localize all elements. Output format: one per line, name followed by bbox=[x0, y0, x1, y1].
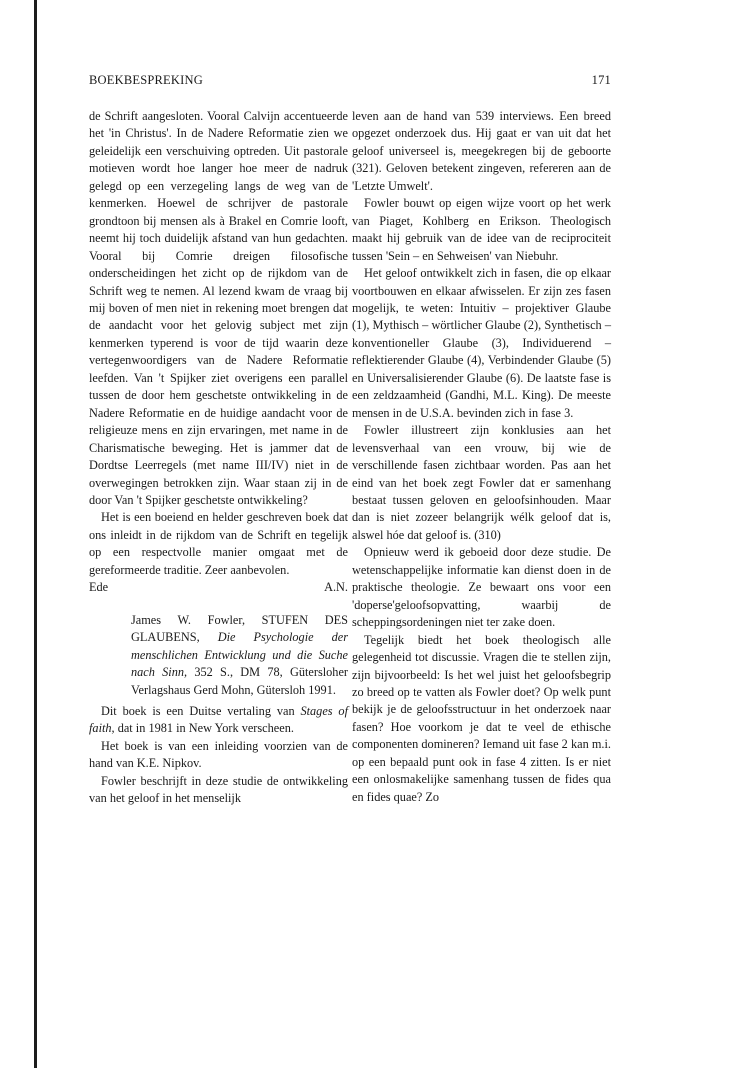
paragraph: leven aan de hand van 539 interviews. Een breed opgezet onderzoek dus. Hij gaat er van uit dat het geloof universeel is, meegekregen bij de geboorte (321). Geloven betekent zingeven, refereren aan de 'Letzte Umwelt'. bbox=[352, 109, 611, 193]
paragraph: Opnieuw werd ik geboeid door deze studie. De wetenschappelijke informatie kan dienst doen in de praktische theologie. Ze bewaart ons voor een 'doperse'geloofsopvatting, waarbij de scheppingsordeningen niet ter zake doen. bbox=[352, 545, 611, 630]
running-header bbox=[89, 73, 611, 88]
left-column bbox=[89, 108, 348, 808]
review-signoff bbox=[89, 579, 348, 596]
page-binding-edge bbox=[0, 0, 36, 1068]
paragraph bbox=[89, 703, 348, 738]
paragraph: de Schrift aangesloten. Vooral Calvijn accentueerde het 'in Christus'. In de Nadere Reformatie zien we geleidelijk een verschuiving optreden. Uit pastorale motieven wordt hoe langer hoe meer de nadruk gelegd op een verzegeling langs de weg van de kenmerken. Hoewel de schrijver de pastorale grondtoon bij mensen als à Brakel en Comrie looft, neemt hij toch duidelijk afstand van hun gedachten. Vooral bij Comrie dreigen filosofische onderscheidingen het zicht op de rijkdom van de Schrift weg te nemen. Al lezend kwam de vraag bij mij boven of men niet in rekening moet brengen dat de aandacht voor het gelovig subject met zijn kenmerken typerend is voor de tijd waarin deze vertegenwoordigers van de Nadere Reformatie leefden. Van 't Spijker ziet overigens een parallel tussen de door hem geschetste ontwikkeling in de Nadere Reformatie en de huidige aandacht voor de religieuze mens en zijn ervaringen, met name in de Charismatische beweging. Het is jammer dat de Dordtse Leerregels (met name III/IV) niet in de overwegingen betrokken zijn. Waar staan zij in de door Van 't Spijker geschetste ontwikkeling? bbox=[89, 109, 348, 507]
paragraph: Fowler illustreert zijn konklusies aan het levensverhaal van een vrouw, bij wie de verschillende fasen zichtbaar worden. Pas aan het eind van het boek zegt Fowler dat er samenhang bestaat tussen geloven en geloofsinhouden. Maar dan is niet zozeer belangrijk wélk geloof dat is, alswel hóe dat geloof is. (310) bbox=[352, 423, 611, 542]
book-author-title: James W. Fowler, STUFEN DES GLAUBENS, bbox=[131, 612, 348, 645]
text-span: dat in 1981 in New York verscheen. bbox=[117, 721, 294, 736]
book-subtitle: Die Psychologie der menschlichen Entwicklung und die Suche nach Sinn, bbox=[131, 630, 348, 680]
paragraph: Het is een boeiend en helder geschreven boek dat ons inleidt in de rijkdom van de Schrift en tegelijk op een respectvolle manier omgaat met de gereformeerde traditie. Zeer aanbevolen. bbox=[89, 510, 348, 577]
paragraph: Fowler bouwt op eigen wijze voort op het werk van Piaget, Kohlberg en Erikson. Theologisch maakt hij gebruik van de idee van de reciprociteit tussen 'Sein – en Sehweisen' van Niebuhr. bbox=[352, 196, 611, 263]
binding-shadow-line bbox=[34, 0, 37, 1068]
book-details: 352 S., DM 78, Gütersloher Verlagshaus Gerd Mohn, Gütersloh 1991. bbox=[131, 665, 348, 697]
book-reference bbox=[89, 612, 348, 699]
page-number: 171 bbox=[591, 73, 611, 87]
paragraph: Tegelijk biedt het boek theologisch alle gelegenheid tot discussie. Vragen die te stellen zijn, zijn bijvoorbeeld: Is het wel juist het geloofsbegrip zo breed op te vatten als Fowler doet? Op welk punt bekijk je de geloofsstructuur in het onderzoek naar fasen? Hoe voorkom je dat te veel de ethische componenten domineren? Iemand uit fase 2 kan m.i. op een bepaald punt ook in fase 4 zitten. Is er niet een onlosmakelijke samenhang tussen de fides qua en fides quae? Zo bbox=[352, 632, 611, 804]
signoff-place: Ede bbox=[89, 580, 109, 595]
text-span: Dit boek is een Duitse vertaling van bbox=[101, 703, 295, 718]
right-column bbox=[352, 108, 611, 806]
signoff-initials: A.N. bbox=[324, 580, 348, 595]
paragraph: Fowler beschrijft in deze studie de ontwikkeling van het geloof in het menselijk bbox=[89, 773, 348, 806]
paragraph: Het geloof ontwikkelt zich in fasen, die op elkaar voortbouwen en elkaar afwisselen. Er zijn zes fasen mogelijk, te weten: Intuitiv – projektiver Glaube (1), Mythisch – wörtlicher Glaube (2), Synthetisch – konventioneller Glaube (3), Individuerend – reflektierender Glaube (4), Verbindender Glaube (5) en Universalisierender Glaube (6). De laatste fase is een zeldzaamheid (Gandhi, M.L. King). De meeste mensen in de U.S.A. bevinden zich in fase 3. bbox=[352, 266, 611, 420]
paragraph: Het boek is van een inleiding voorzien van de hand van K.E. Nipkov. bbox=[89, 738, 348, 771]
section-title: BOEKBESPREKING bbox=[89, 73, 203, 87]
book-title: Stages of faith, bbox=[89, 703, 348, 736]
